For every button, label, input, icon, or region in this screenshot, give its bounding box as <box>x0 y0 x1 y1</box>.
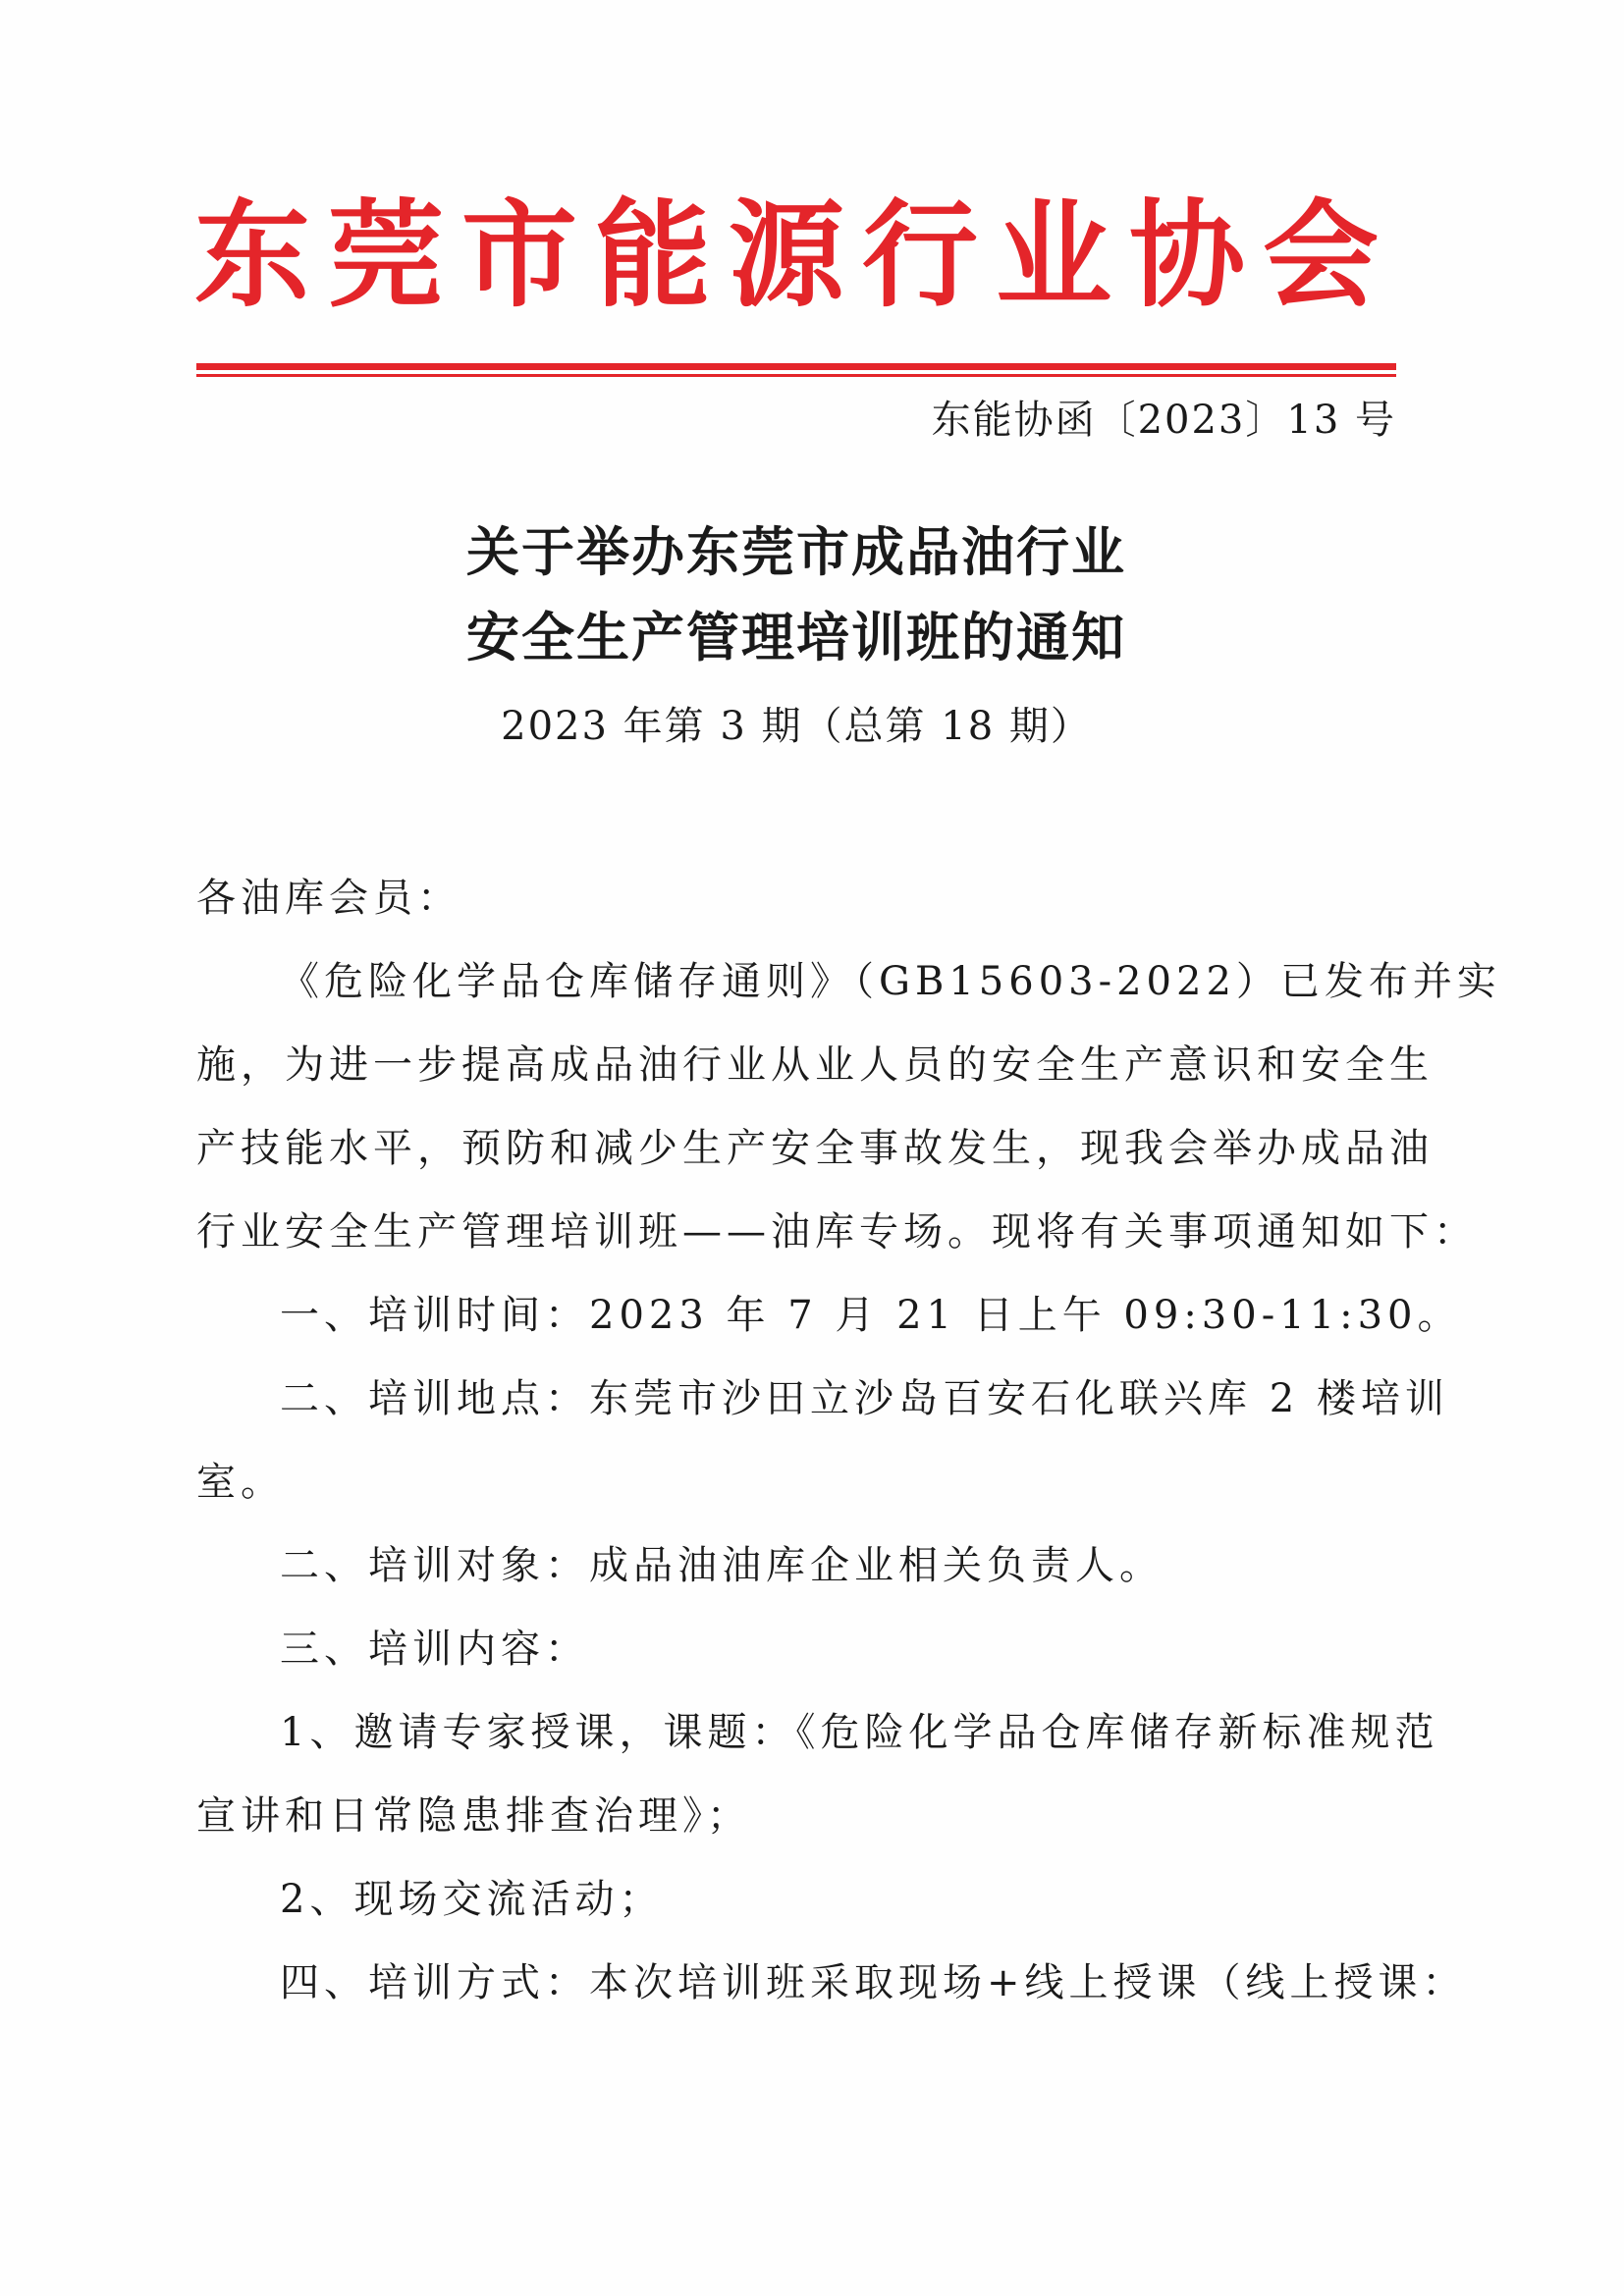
content-item-1-cont: 宣讲和日常隐患排查治理》； <box>196 1793 751 1839</box>
notice-title-line-2: 安全生产管理培训班的通知 <box>466 607 1126 668</box>
item-training-time: 一、培训时间：2023 年 7 月 21 日上午 09:30-11:30。 <box>280 1293 1462 1338</box>
intro-line: 《危险化学品仓库储存通则》（GB15603-2022）已发布并实 <box>280 959 1501 1004</box>
item-training-place: 二、培训地点：东莞市沙田立沙岛百安石化联兴库 2 楼培训 <box>280 1376 1449 1421</box>
intro-line: 施，为进一步提高成品油行业从业人员的安全生产意识和安全生 <box>196 1042 1434 1088</box>
intro-line: 产技能水平，预防和减少生产安全事故发生，现我会举办成品油 <box>196 1126 1434 1171</box>
content-item-2: 2、现场交流活动； <box>280 1877 664 1922</box>
masthead-divider-thick <box>196 363 1396 370</box>
salutation: 各油库会员： <box>196 876 461 921</box>
organization-masthead: 东莞市能源行业协会 <box>193 187 1396 323</box>
item-training-method: 四、培训方式：本次培训班采取现场+线上授课（线上授课： <box>280 1960 1467 2005</box>
masthead-divider-thin <box>196 374 1396 377</box>
item-training-place-cont: 室。 <box>196 1460 285 1505</box>
document-number: 东能协函〔2023〕13 号 <box>931 398 1396 443</box>
item-training-content-heading: 三、培训内容： <box>280 1627 589 1672</box>
intro-line: 行业安全生产管理培训班——油库专场。现将有关事项通知如下： <box>196 1209 1478 1255</box>
issue-number: 2023 年第 3 期（总第 18 期） <box>501 704 1092 749</box>
notice-title-line-1: 关于举办东莞市成品油行业 <box>466 521 1126 583</box>
item-training-target: 二、培训对象：成品油油库企业相关负责人。 <box>280 1543 1164 1588</box>
content-item-1: 1、邀请专家授课，课题：《危险化学品仓库储存新标准规范 <box>280 1710 1439 1755</box>
